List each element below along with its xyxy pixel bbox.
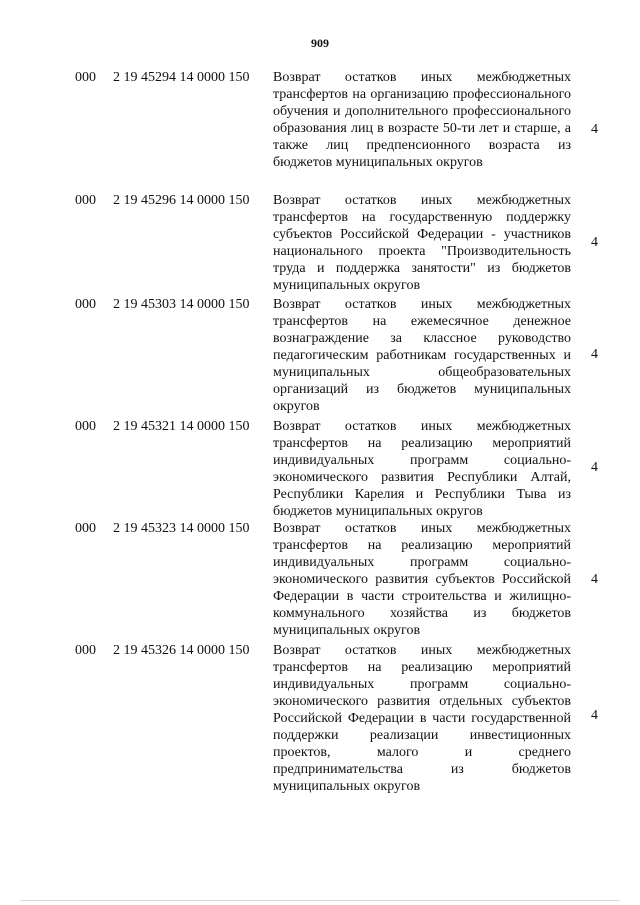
budget-classification-code: 2 19 45321 14 0000 150 bbox=[113, 419, 250, 434]
budget-classification-code: 2 19 45323 14 0000 150 bbox=[113, 521, 250, 536]
revenue-description: Возврат остатков иных межбюджетных трансфертов на государственную поддержку субъектов Российской Федерации - участников национального проекта "Производительность труда и поддержка занятости" из бюджетов муниципальных округов bbox=[273, 193, 571, 293]
row-number: 4 bbox=[591, 572, 598, 587]
scan-edge-line bbox=[20, 900, 620, 901]
revenue-description: Возврат остатков иных межбюджетных трансфертов на организацию профессионального обучения и дополнительного профессионального образования лиц в возрасте 50-ти лет и старше, а также лиц предпенсионного возраста из бюджетов муниципальных округов bbox=[273, 70, 571, 170]
admin-code: 000 bbox=[75, 193, 96, 208]
row-number: 4 bbox=[591, 235, 598, 250]
revenue-description: Возврат остатков иных межбюджетных трансфертов на реализацию мероприятий индивидуальных программ социально-экономического развития отдельных субъектов Российской Федерации в части государственной поддержки реализации инвестиционных проектов, малого и среднего предпринимательства из бюджетов муниципальных округов bbox=[273, 643, 571, 794]
revenue-description: Возврат остатков иных межбюджетных трансфертов на реализацию мероприятий индивидуальных программ социально-экономического развития субъектов Российской Федерации в части строительства и жилищно-коммунального хозяйства из бюджетов муниципальных округов bbox=[273, 521, 571, 638]
admin-code: 000 bbox=[75, 297, 96, 312]
admin-code: 000 bbox=[75, 70, 96, 85]
row-number: 4 bbox=[591, 347, 598, 362]
row-number: 4 bbox=[591, 460, 598, 475]
budget-classification-code: 2 19 45296 14 0000 150 bbox=[113, 193, 250, 208]
admin-code: 000 bbox=[75, 419, 96, 434]
budget-classification-code: 2 19 45303 14 0000 150 bbox=[113, 297, 250, 312]
admin-code: 000 bbox=[75, 521, 96, 536]
budget-classification-code: 2 19 45326 14 0000 150 bbox=[113, 643, 250, 658]
revenue-description: Возврат остатков иных межбюджетных трансфертов на реализацию мероприятий индивидуальных программ социально-экономического развития Республики Алтай, Республики Карелия и Республики Тыва из бюджетов муниципальных округов bbox=[273, 419, 571, 519]
budget-classification-code: 2 19 45294 14 0000 150 bbox=[113, 70, 250, 85]
revenue-description: Возврат остатков иных межбюджетных трансфертов на ежемесячное денежное вознаграждение за классное руководство педагогическим работникам государственных и муниципальных общеобразовательных организаций из бюджетов муниципальных округов bbox=[273, 297, 571, 414]
row-number: 4 bbox=[591, 122, 598, 137]
row-number: 4 bbox=[591, 708, 598, 723]
admin-code: 000 bbox=[75, 643, 96, 658]
page-number: 909 bbox=[311, 36, 329, 50]
